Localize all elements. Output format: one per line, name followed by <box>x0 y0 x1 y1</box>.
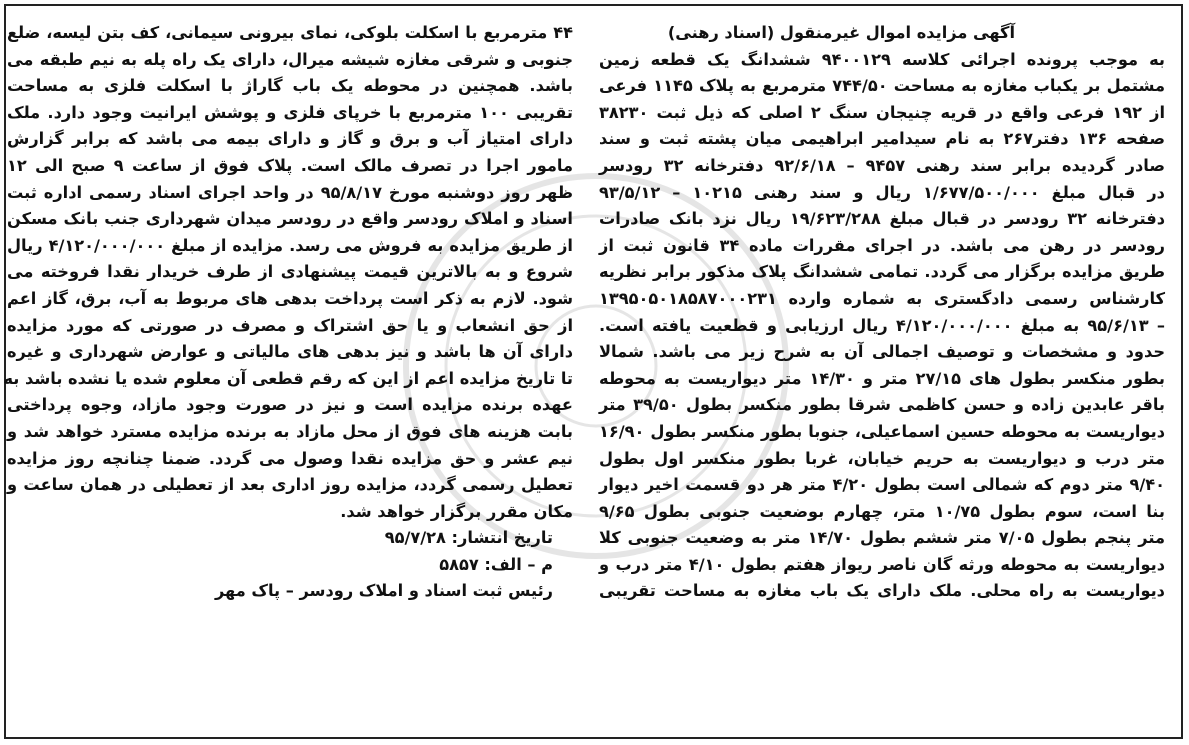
body-line: نیم عشر و حق مزایده نقدا وصول می گردد. ضمنا چنانچه روز مزایده <box>7 448 573 468</box>
body-line: رودسر در رهن می باشد. در اجرای مقررات ماده ۳۴ قانون ثبت از <box>599 235 1165 255</box>
body-line: تعطیل رسمی گردد، مزایده روز اداری بعد از تعطیلی در همان ساعت و <box>7 475 573 495</box>
body-line: حدود و مشخصات و توصیف اجمالی آن به شرح زیر می باشد. شمالا <box>599 342 1165 362</box>
body-line: ۴۴ مترمربع با اسکلت بلوکی، نمای بیرونی سیمانی، کف بتن لیسه، ضلع <box>7 23 573 42</box>
notice-frame <box>4 4 1183 739</box>
body-line: تا تاریخ مزایده اعم از این که رقم قطعی آن معلوم شده یا نشده باشد به <box>3 368 573 388</box>
body-line: به موجب پرونده اجرائی کلاسه ۹۴۰۰۱۲۹ ششدانگ یک قطعه زمین <box>599 49 1165 69</box>
body-line: مامور اجرا در تصرف مالک است. پلاک فوق از ساعت ۹ صبح الی ۱۲ <box>7 155 573 175</box>
body-line: در قبال مبلغ ۱/۶۷۷/۵۰۰/۰۰۰ ریال و سند رهنی ۱۰۲۱۵ – ۹۳/۵/۱۲ <box>599 182 1165 202</box>
body-line: دارای امتیاز آب و برق و گاز و دارای بیمه می باشد که برابر گزارش <box>7 129 573 149</box>
body-line: اسناد و املاک رودسر واقع در رودسر میدان شهرداری جنب بانک مسکن <box>7 209 573 229</box>
body-line: از حق انشعاب و یا حق اشتراک و مصرف در صورتی که مورد مزایده <box>7 315 573 335</box>
body-line: ظهر روز دوشنبه مورخ ۹۵/۸/۱۷ در واحد اجرای اسناد رسمی اداره ثبت <box>7 182 573 202</box>
body-line: کارشناس رسمی دادگستری به شماره وارده ۱۳۹۵۰۵۰۱۸۵۸۷۰۰۰۲۳۱ <box>599 288 1165 308</box>
body-line: بابت هزینه های فوق از محل مازاد به برنده مزایده مسترد خواهد شد و <box>7 421 573 441</box>
body-line: از ۱۹۲ فرعی واقع در قریه چنیجان سنگ ۲ اصلی که ذیل ثبت ۳۸۲۳۰ <box>599 102 1165 122</box>
body-line: دفترخانه ۳۲ رودسر در قبال مبلغ ۱۹/۶۲۳/۲۸۸ ریال نزد بانک صادرات <box>599 209 1166 229</box>
body-line: مکان مقرر برگزار خواهد شد. <box>340 501 573 521</box>
body-line: از طریق مزایده به فروش می رسد. مزایده از مبلغ ۴/۱۲۰/۰۰۰/۰۰۰ ریال <box>7 235 573 255</box>
left-column <box>3 20 574 605</box>
body-line: عهده برنده مزایده است و نیز در صورت وجود مازاد، وجوه پرداختی <box>7 395 573 415</box>
body-line: جنوبی و شرقی مغازه شیشه میرال، دارای یک راه پله به نیم طبقه می <box>7 49 573 69</box>
body-line: متر درب و دیواریست به حریم خیابان، غربا بطور منکسر اول بطول <box>599 448 1165 468</box>
publish-date: تاریخ انتشار: ۹۵/۷/۲۸ <box>384 528 553 548</box>
body-line: صفحه ۱۳۶ دفتر۲۶۷ به نام سیدامیر ابراهیمی میان پشته ثبت و سند <box>599 129 1165 149</box>
body-line: ۹/۴۰ متر دوم که شمالی است بطول ۴/۲۰ متر هر دو قسمت اخیر دیوار <box>599 475 1166 495</box>
body-line: بنا است، سوم بطول ۱۰/۷۵ متر، چهارم بوضعیت جنوبی بطول ۹/۶۵ <box>599 501 1165 521</box>
body-line: باشد. همچنین در محوطه یک باب گاراژ با اسکلت فلزی به مساحت <box>7 76 573 96</box>
body-line: صادر گردیده برابر سند رهنی ۹۴۵۷ – ۹۲/۶/۱۸ دفترخانه ۳۲ رودسر <box>599 155 1166 175</box>
body-line: مشتمل بر یکباب مغازه به مساحت ۷۴۴/۵۰ مترمربع به پلاک ۱۱۴۵ فرعی <box>599 76 1165 96</box>
body-line: دارای آن ها باشد و نیز بدهی های مالیاتی و عوارض شهرداری و غیره <box>7 342 573 362</box>
body-line: – ۹۵/۶/۱۳ به مبلغ ۴/۱۲۰/۰۰۰/۰۰۰ ریال ارزیابی و قطعیت یافته است. <box>599 315 1165 335</box>
body-line: بطور منکسر بطول های ۲۷/۱۵ متر و ۱۴/۳۰ متر دیواریست به محوطه <box>599 368 1165 388</box>
body-line: دیواریست به راه محلی. ملک دارای یک باب مغازه به مساحت تقریبی <box>599 581 1165 601</box>
body-line: متر پنجم بطول ۷/۰۵ متر ششم بطول ۱۴/۷۰ متر به وضعیت جنوبی کلا <box>599 528 1165 548</box>
right-column <box>599 20 1165 605</box>
body-line: تقریبی ۱۰۰ مترمربع با خرپای فلزی و پوشش ایرانیت وجود دارد. ملک <box>7 102 574 122</box>
signature: رئیس ثبت اسناد و املاک رودسر – پاک مهر <box>214 581 553 601</box>
body-line: شود. لازم به ذکر است پرداخت بدهی های مربوط به آب، برق، گاز اعم <box>7 288 573 308</box>
reference-code: م – الف: ۵۸۵۷ <box>439 554 553 574</box>
body-line: طریق مزایده برگزار می گردد. تمامی ششدانگ پلاک مذکور برابر نظریه <box>599 262 1165 282</box>
body-line: شروع و به بالاترین قیمت پیشنهادی از طرف خریدار نقدا فروخته می <box>7 262 573 282</box>
body-line: دیواریست به محوطه ورثه گان ناصر ریواز هفتم بطول ۴/۱۰ متر درب و <box>599 554 1165 574</box>
body-line: باقر عابدین زاده و حسن کاظمی شرقا بطور منکسر بطول ۳۹/۵۰ متر <box>599 395 1165 415</box>
notice-title: آگهی مزایده اموال غیرمنقول (اسناد رهنی) <box>667 23 1015 42</box>
body-line: دیواریست به محوطه حسین اسماعیلی، جنوبا بطور منکسر بطول ۱۶/۹۰ <box>599 421 1165 441</box>
